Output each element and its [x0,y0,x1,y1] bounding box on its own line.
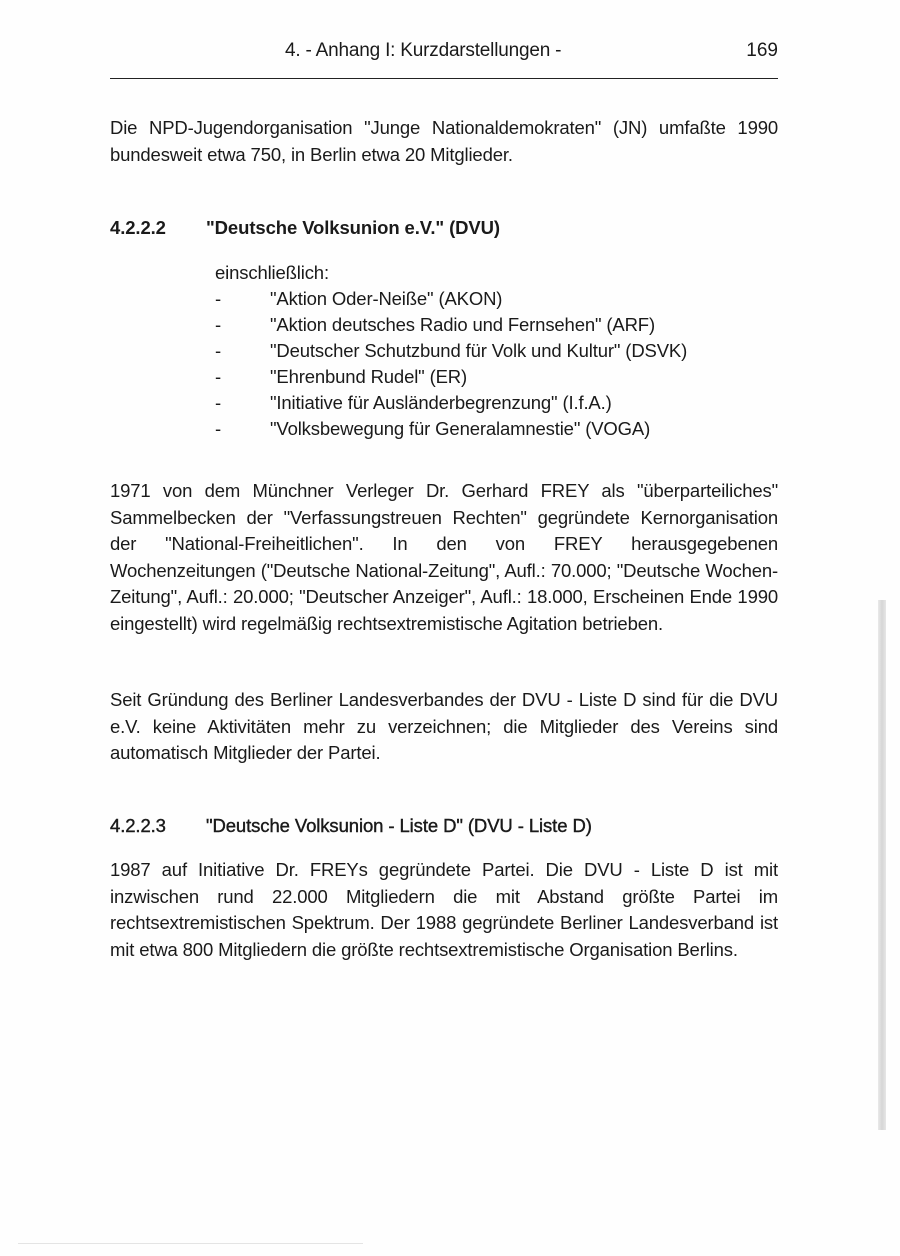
list-item [215,338,687,364]
including-list [215,286,687,442]
section-title: "Deutsche Volksunion - Liste D" (DVU - Liste D) [206,815,592,836]
section-title: "Deutsche Volksunion e.V." (DVU) [206,217,500,238]
section-number: 4.2.2.2 [110,217,166,238]
list-item-text: "Deutscher Schutzbund für Volk und Kultur" (DSVK) [270,340,688,361]
dash-bullet: - [215,392,222,413]
page-number: 169 [746,40,778,61]
list-item [215,390,687,416]
dvu-paragraph-1: 1971 von dem Münchner Verleger Dr. Gerhard FREY als "überparteiliches" Sammelbecken der "Verfassungstreuen Rechten" gegründete Kernorganisation der "National-Freiheitlichen". In den von FREY herausgegebenen Wochenzeitungen ("Deutsche National-Zeitung", Aufl.: 70.000; "Deutsche Wochen-Zeitung", Aufl.: 20.000; "Deutscher Anzeiger", Aufl.: 18.000, Erscheinen Ende 1990 eingestellt) wird regelmäßig rechtsextremistische Agitation betrieben. [110,480,778,634]
scan-shadow-edge [878,600,886,1130]
list-item-text: "Aktion Oder-Neiße" (AKON) [270,288,503,309]
dvu-paragraph-2: Seit Gründung des Berliner Landesverbandes der DVU - Liste D sind für die DVU e.V. keine Aktivitäten mehr zu verzeichnen; die Mitglieder des Vereins sind automatisch Mitglieder der Partei. [110,689,778,763]
scan-bottom-artifact [18,1243,363,1244]
running-head [110,36,778,70]
list-item-text: "Initiative für Ausländerbegrenzung" (I.f.A.) [270,392,612,413]
list-item-text: "Aktion deutsches Radio und Fernsehen" (ARF) [270,314,655,335]
dash-bullet: - [215,366,222,387]
intro-paragraph: Die NPD-Jugendorganisation "Junge Nationaldemokraten" (JN) umfaßte 1990 bundesweit etwa 750, in Berlin etwa 20 Mitglieder. [110,117,778,165]
section-heading-dvu [110,217,500,239]
list-item [215,312,687,338]
running-head-title: 4. - Anhang I: Kurzdarstellungen - [285,40,562,61]
dash-bullet: - [215,340,222,361]
dash-bullet: - [215,288,222,309]
dvu-liste-d-paragraph: 1987 auf Initiative Dr. FREYs gegründete Partei. Die DVU - Liste D ist mit inzwischen rund 22.000 Mitgliedern die mit Abstand größte Partei im rechtsextremistischen Spektrum. Der 1988 gegründete Berliner Landesverband ist mit etwa 800 Mitgliedern die größte rechtsextremistische Organisation Berlins. [110,859,778,960]
dash-bullet: - [215,314,222,335]
list-item-text: "Volksbewegung für Generalamnestie" (VOGA) [270,418,651,439]
including-label: einschließlich: [215,262,329,283]
including-list-block [215,260,687,442]
section-number: 4.2.2.3 [110,815,166,836]
list-item [215,364,687,390]
list-item-text: "Ehrenbund Rudel" (ER) [270,366,467,387]
list-item [215,416,687,442]
section-heading-dvu-liste-d [110,815,592,837]
header-rule [110,78,778,79]
dash-bullet: - [215,418,222,439]
list-item [215,286,687,312]
